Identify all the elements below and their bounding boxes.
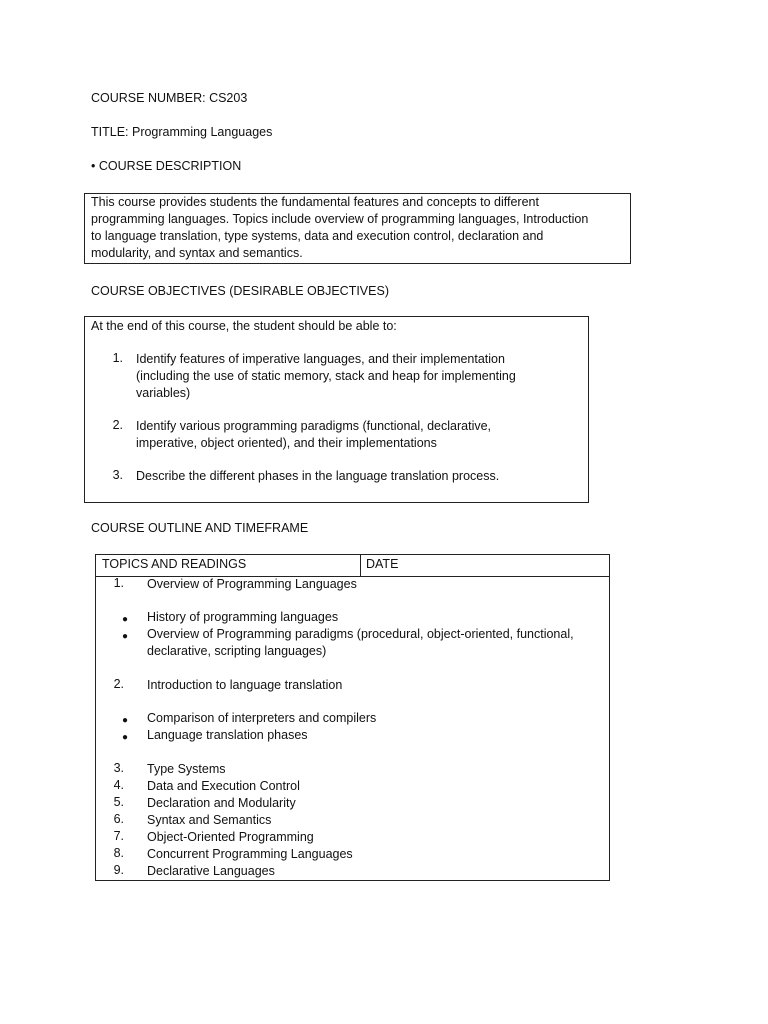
objective-line: Describe the different phases in the language translation process. [136, 469, 500, 483]
topic-number: 3. [113, 761, 124, 775]
description-box [84, 193, 631, 264]
objectives-box [84, 316, 589, 503]
description-line: modularity, and syntax and semantics. [91, 246, 303, 260]
topic-number: 1. [113, 576, 124, 590]
objective-line: imperative, object oriented), and their implementations [136, 436, 437, 450]
topic-number: 2. [113, 677, 124, 691]
objective-line: Identify features of imperative languages, and their implementation [136, 352, 505, 366]
objective-number: 3. [112, 468, 123, 482]
bullet-icon: ● [122, 614, 129, 625]
topic-number: 6. [113, 812, 124, 826]
topic-item: Overview of Programming Languages [147, 577, 357, 591]
objective-number: 2. [112, 418, 123, 432]
topic-number: 5. [113, 795, 124, 809]
description-line: This course provides students the fundamental features and concepts to different [91, 195, 539, 209]
col-header-date: DATE [366, 557, 399, 571]
column-divider [360, 555, 361, 577]
topic-item: Concurrent Programming Languages [147, 847, 353, 861]
topic-item: Data and Execution Control [147, 779, 300, 793]
objectives-intro: At the end of this course, the student should be able to: [91, 319, 397, 333]
objectives-heading: COURSE OBJECTIVES (DESIRABLE OBJECTIVES) [91, 284, 389, 298]
bullet-icon: ● [122, 732, 129, 743]
bullet-icon: ● [122, 715, 129, 726]
topic-number: 7. [113, 829, 124, 843]
topic-item: Declarative Languages [147, 864, 275, 878]
topic-bullet: Overview of Programming paradigms (procedural, object-oriented, functional, [147, 627, 574, 641]
topic-number: 8. [113, 846, 124, 860]
objective-item [136, 351, 516, 402]
bullet-icon: ● [122, 631, 129, 642]
topic-bullet: Language translation phases [147, 728, 308, 742]
topic-number: 9. [113, 863, 124, 877]
topic-item: Syntax and Semantics [147, 813, 272, 827]
description-line: to language translation, type systems, data and execution control, declaration and [91, 229, 544, 243]
topic-item: Introduction to language translation [147, 678, 343, 692]
objective-item [136, 418, 491, 452]
outline-heading: COURSE OUTLINE AND TIMEFRAME [91, 521, 309, 535]
outline-table [95, 554, 610, 881]
topic-number: 4. [113, 778, 124, 792]
course-title: TITLE: Programming Languages [91, 125, 273, 139]
topic-item: Object-Oriented Programming [147, 830, 314, 844]
topic-item: Declaration and Modularity [147, 796, 296, 810]
course-number: COURSE NUMBER: CS203 [91, 91, 248, 105]
description-heading: • COURSE DESCRIPTION [91, 159, 242, 173]
topic-item: Type Systems [147, 762, 226, 776]
objective-line: Identify various programming paradigms (functional, declarative, [136, 419, 492, 433]
topic-bullet-cont: declarative, scripting languages) [147, 644, 327, 658]
objective-number: 1. [112, 351, 123, 365]
topic-bullet: Comparison of interpreters and compilers [147, 711, 377, 725]
objective-line: (including the use of static memory, stack and heap for implementing [136, 369, 516, 383]
description-line: programming languages. Topics include overview of programming languages, Introduction [91, 212, 589, 226]
col-header-topics: TOPICS AND READINGS [102, 557, 247, 571]
objective-line: variables) [136, 386, 191, 400]
objective-item [136, 468, 499, 485]
topic-bullet: History of programming languages [147, 610, 339, 624]
